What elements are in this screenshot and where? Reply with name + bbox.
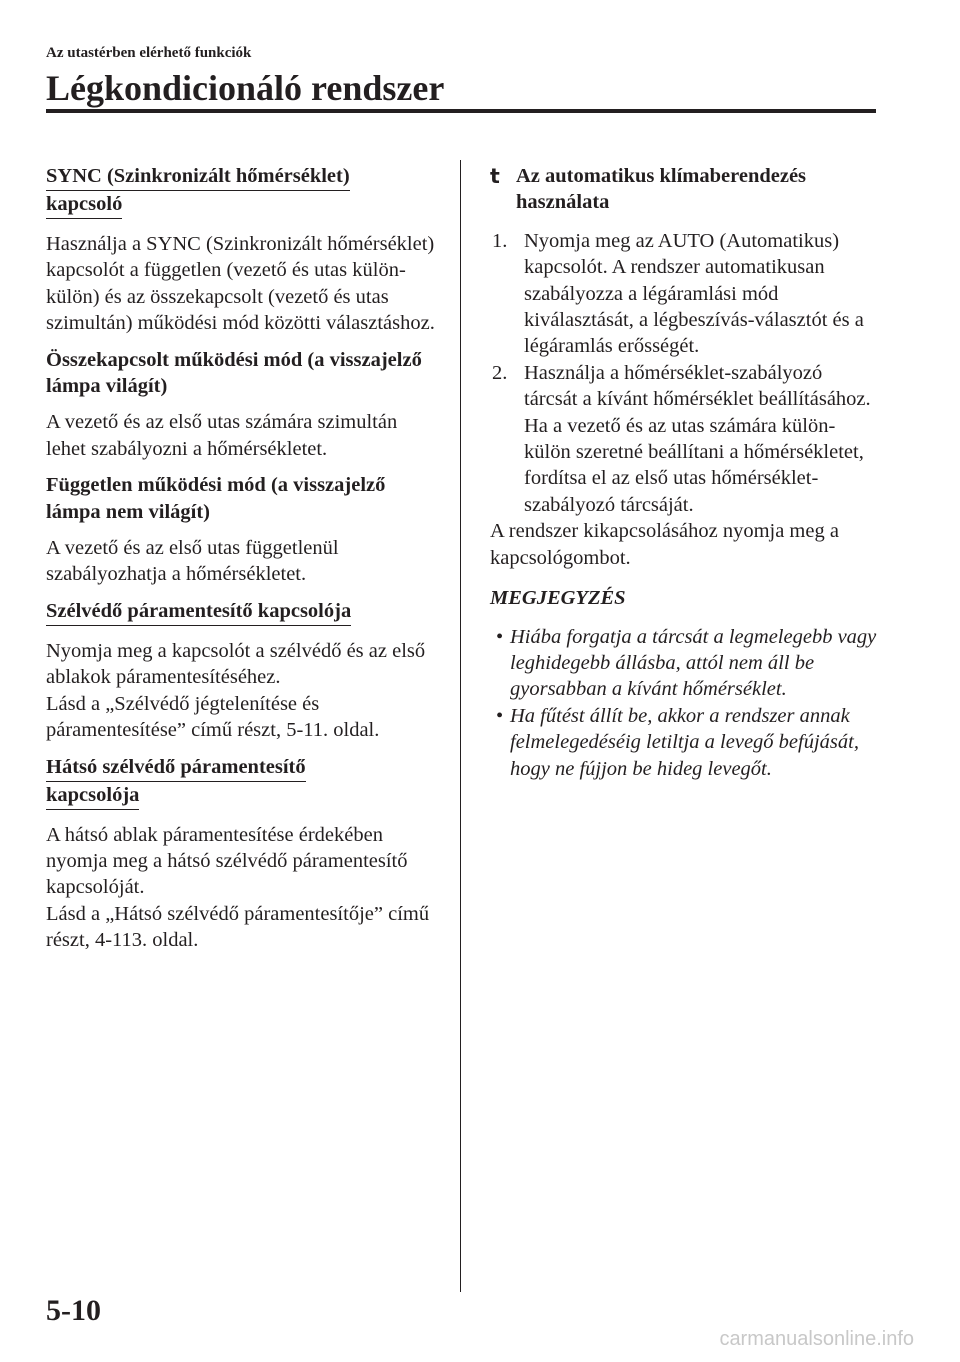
auto-climate-heading — [490, 163, 880, 216]
sync-body: Használja a SYNC (Szinkronizált hőmérséklet) kapcsolót a független (vezető és utas külön-külön) és az összekapcsolt (vezető és utas szimultán) működési mód közötti választáshoz. — [46, 233, 435, 335]
section-marker-icon: t — [490, 164, 500, 188]
step-text-part-a: Használja a hőmérséklet-szabályozó tárcsát a kívánt hőmérséklet beállításához. — [524, 361, 871, 411]
column-divider — [460, 160, 461, 1292]
sync-heading-line-2: kapcsoló — [46, 191, 122, 219]
list-item — [490, 228, 880, 360]
sync-heading-line-1: SYNC (Szinkronizált hőmérséklet) — [46, 163, 350, 191]
step-text — [524, 360, 880, 518]
page-number: 5-10 — [46, 1294, 101, 1327]
linked-mode-body: A vezető és az első utas számára szimultán lehet szabályozni a hőmérsékletet. — [46, 411, 398, 460]
step-number: 1. — [492, 229, 508, 252]
rear-defrost-body-2: Lásd a „Hátsó szélvédő páramentesítője” című részt, 4-113. oldal. — [46, 902, 430, 952]
rear-defrost-heading — [46, 754, 440, 810]
section-title: Az utastérben elérhető funkciók — [46, 45, 252, 61]
page-header — [46, 44, 876, 108]
linked-mode-heading: Összekapcsolt működési mód (a visszajelző lámpa világít) — [46, 348, 422, 398]
step-text-part-b: Ha a vezető és az utas számára külön-külön szeretné beállítani a hőmérsékletet, fordítsa el az első utas hőmérséklet-szabályozó tárcsáját. — [524, 414, 864, 516]
steps-list — [490, 228, 880, 518]
watermark: carmanualsonline.info — [719, 1328, 914, 1350]
independent-mode-body: A vezető és az első utas függetlenül szabályozhatja a hőmérsékletet. — [46, 537, 339, 586]
list-item — [490, 624, 880, 703]
sync-heading — [46, 163, 440, 219]
bullet-icon: • — [496, 704, 504, 727]
switch-off-text: A rendszer kikapcsolásához nyomja meg a kapcsológombot. — [490, 520, 839, 569]
right-column — [490, 163, 880, 782]
rear-defrost-heading-line-2: kapcsolója — [46, 782, 139, 810]
header-rule — [46, 109, 876, 113]
note-text: Ha fűtést állít be, akkor a rendszer annak felmelegedéséig letiltja a levegő befújását, hogy ne fújjon be hideg levegőt. — [510, 704, 859, 780]
left-column — [46, 163, 440, 964]
rear-defrost-body-1: A hátsó ablak páramentesítése érdekében nyomja meg a hátsó szélvédő páramentesítő kapcsolóját. — [46, 823, 408, 899]
list-item — [490, 360, 880, 518]
defrost-body-1: Nyomja meg a kapcsolót a szélvédő és az első ablakok páramentesítéséhez. — [46, 639, 426, 689]
step-number: 2. — [492, 361, 508, 384]
note-text: Hiába forgatja a tárcsát a legmelegebb vagy leghidegebb állásba, attól nem áll be gyorsabban a kívánt hőmérséklet. — [510, 625, 877, 701]
note-heading: MEGJEGYZÉS — [490, 587, 626, 610]
auto-climate-heading-text: Az automatikus klímaberendezés használata — [516, 165, 807, 214]
rear-defrost-heading-line-1: Hátsó szélvédő páramentesítő — [46, 754, 306, 782]
step-text: Nyomja meg az AUTO (Automatikus) kapcsolót. A rendszer automatikusan szabályozza a légáramlási mód kiválasztását, a légbeszívás-választót és a légáramlás erősségét. — [524, 229, 864, 358]
bullet-icon: • — [496, 625, 504, 648]
notes-list — [490, 624, 880, 782]
list-item — [490, 703, 880, 782]
defrost-heading — [46, 598, 440, 626]
chapter-title: Légkondicionáló rendszer — [46, 68, 445, 108]
defrost-heading-text: Szélvédő páramentesítő kapcsolója — [46, 598, 351, 626]
defrost-body-2: Lásd a „Szélvédő jégtelenítése és páramentesítése” című részt, 5-11. oldal. — [46, 692, 380, 742]
independent-mode-heading: Független működési mód (a visszajelző lámpa nem világít) — [46, 474, 386, 523]
